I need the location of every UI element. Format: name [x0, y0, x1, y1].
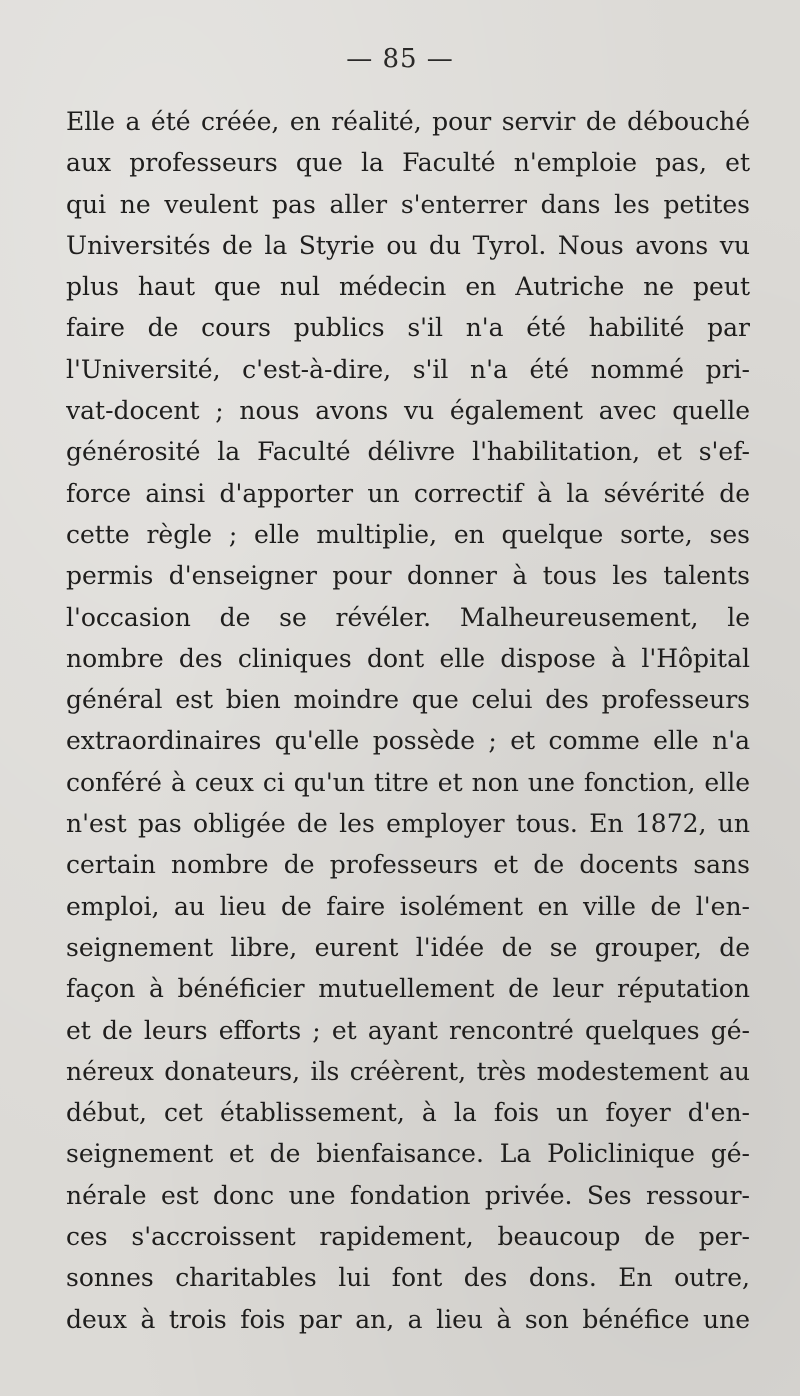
text-line: et de leurs efforts ; et ayant rencontré quelques gé-	[66, 1015, 750, 1045]
text-line: permis d'enseigner pour donner à tous les talents	[66, 561, 750, 591]
text-line: plus haut que nul médecin en Autriche ne peut	[66, 272, 750, 302]
text-line: ces s'accroissent rapidement, beaucoup de per-	[66, 1222, 750, 1252]
text-line: emploi, au lieu de faire isolément en ville de l'en-	[66, 891, 750, 921]
text-line: sonnes charitables lui font des dons. En outre,	[66, 1263, 750, 1293]
text-line: général est bien moindre que celui des professeurs	[66, 685, 750, 715]
text-line: qui ne veulent pas aller s'enterrer dans les petites	[66, 189, 750, 219]
text-line: nombre des cliniques dont elle dispose à l'Hôpital	[66, 643, 750, 673]
text-line: nérale est donc une fondation privée. Ses ressour-	[66, 1180, 750, 1210]
text-line: faire de cours publics s'il n'a été habilité par	[66, 313, 750, 343]
text-line: extraordinaires qu'elle possède ; et comme elle n'a	[66, 726, 750, 756]
text-line: l'Université, c'est-à-dire, s'il n'a été nommé pri-	[66, 354, 750, 384]
text-line: l'occasion de se révéler. Malheureusement, le	[66, 602, 750, 632]
text-line: deux à trois fois par an, a lieu à son bénéfice une	[66, 1304, 750, 1334]
text-line: néreux donateurs, ils créèrent, très modestement au	[66, 1056, 750, 1086]
text-line: aux professeurs que la Faculté n'emploie pas, et	[66, 148, 750, 178]
text-line: vat-docent ; nous avons vu également avec quelle	[66, 396, 750, 426]
text-line: conféré à ceux ci qu'un titre et non une fonction, elle	[66, 767, 750, 797]
text-line: certain nombre de professeurs et de docents sans	[66, 850, 750, 880]
text-line: force ainsi d'apporter un correctif à la sévérité de	[66, 478, 750, 508]
text-line: cette règle ; elle multiplie, en quelque sorte, ses	[66, 519, 750, 549]
text-line: générosité la Faculté délivre l'habilitation, et s'ef-	[66, 437, 750, 467]
text-line: seignement et de bienfaisance. La Policlinique gé-	[66, 1139, 750, 1169]
page-number: — 85 —	[346, 44, 454, 74]
text-line: n'est pas obligée de les employer tous. En 1872, un	[66, 809, 750, 839]
text-line: Elle a été créée, en réalité, pour servir de débouché	[66, 107, 750, 136]
text-line: Universités de la Styrie ou du Tyrol. Nous avons vu	[66, 230, 750, 260]
text-line: façon à bénéficier mutuellement de leur réputation	[66, 974, 750, 1004]
body-text	[66, 101, 750, 1340]
text-line: seignement libre, eurent l'idée de se grouper, de	[66, 932, 750, 962]
text-line: début, cet établissement, à la fois un foyer d'en-	[66, 1098, 750, 1128]
